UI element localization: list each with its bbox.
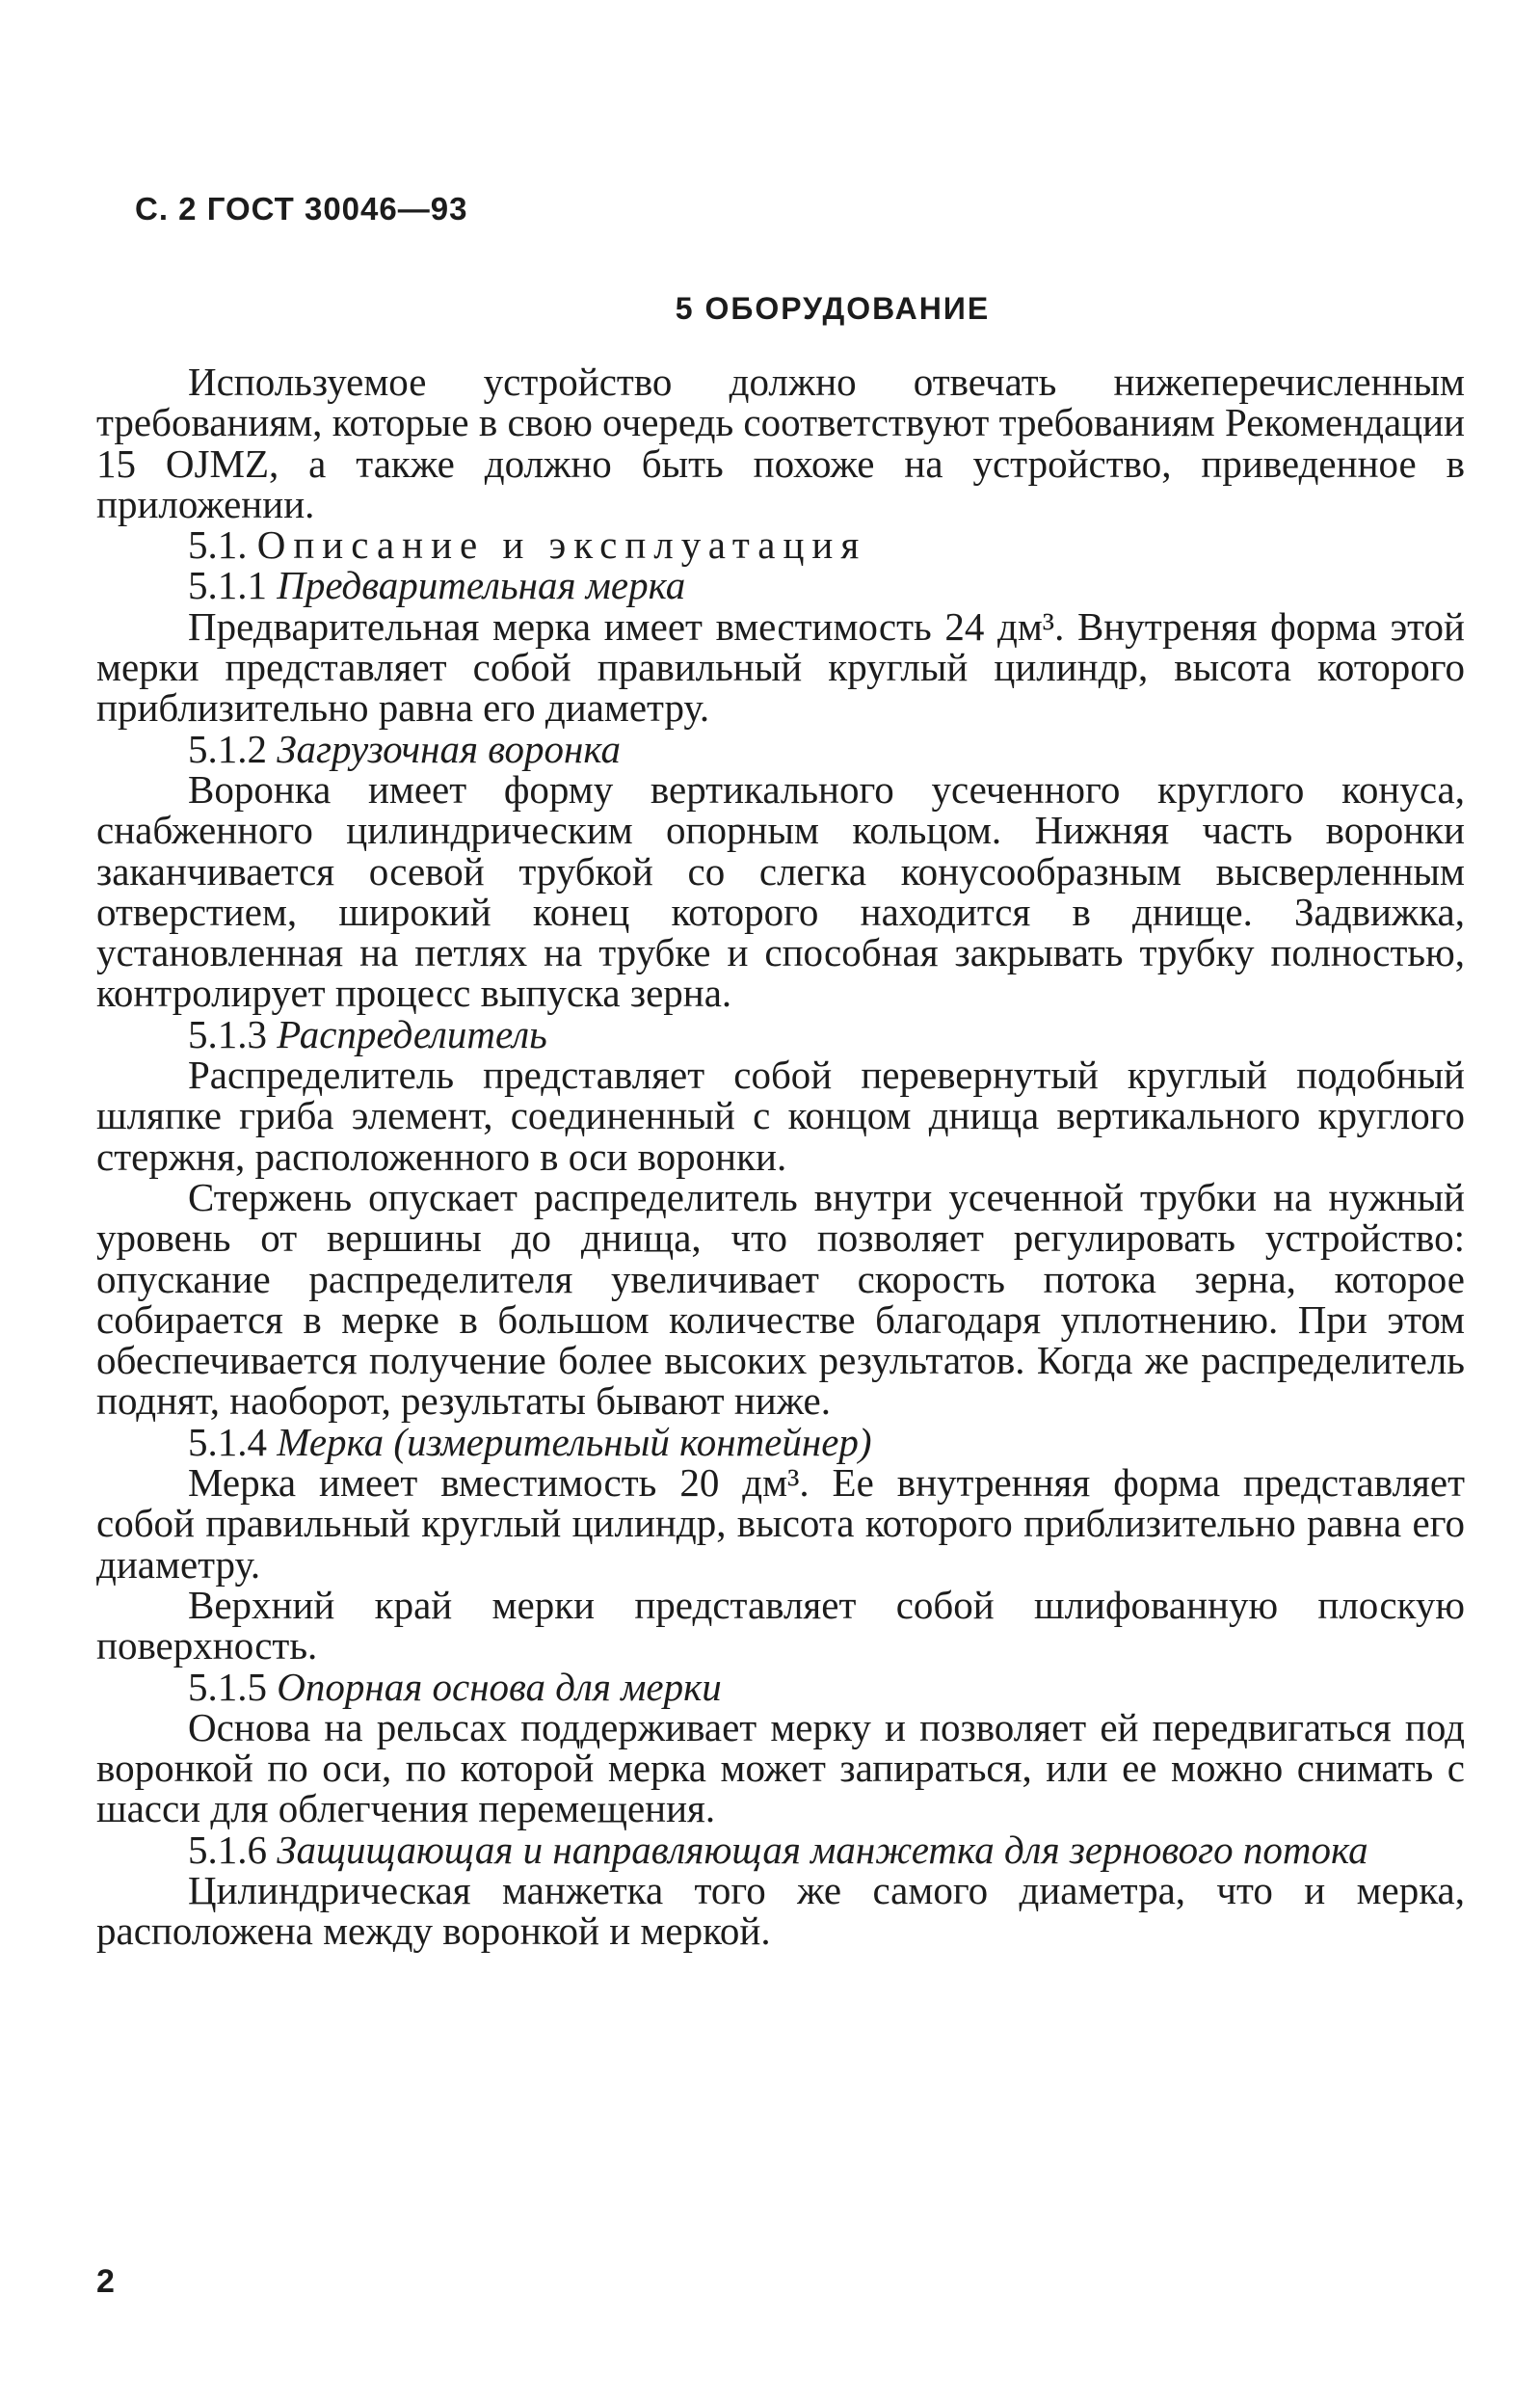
subsection-5-1-heading — [96, 522, 1465, 568]
paragraph-5-1-1: Предварительная мерка имеет вместимость 24 дм³. Внутреняя форма этой мерки представляет собой правильный круглый цилиндр, высота которого приблизительно равна его диаметру. — [96, 603, 1465, 731]
subsection-5-1-4-heading — [96, 1419, 1465, 1464]
subsection-number: 5.1.2 — [188, 726, 267, 771]
paragraph-5-1-4-a: Мерка имеет вместимость 20 дм³. Ее внутренняя форма представляет собой правильный круглый цилиндр, высота которого приблизительно равна его диаметру. — [96, 1460, 1465, 1587]
subsection-number: 5.1.6 — [188, 1827, 267, 1872]
paragraph-5-1-5: Основа на рельсах поддерживает мерку и позволяет ей передвигаться под воронкой по оси, по которой мерка может запираться, или ее можно снимать с шасси для облегчения перемещения. — [96, 1704, 1465, 1831]
subsection-number: 5.1.1 — [188, 563, 267, 608]
subsection-number: 5.1.3 — [188, 1011, 267, 1056]
subsection-title: Защищающая и направляющая манжетка для зернового потока — [277, 1827, 1368, 1872]
paragraph-5-1-4-b: Верхний край мерки представляет собой шлифованную плоскую поверхность. — [96, 1582, 1465, 1668]
subsection-number: 5.1.5 — [188, 1664, 267, 1709]
paragraph-5-1-3-b: Стержень опускает распределитель внутри усеченной трубки на нужный уровень от вершины до днища, что позволяет регулировать устройство: опускание распределителя увеличивает скорость потока зерна, которое собирается в мерке в большом количестве благодаря уплотнению. При этом обеспечивается получение более высоких результатов. Когда же распределитель поднят, наоборот, результаты бывают ниже. — [96, 1174, 1465, 1424]
intro-paragraph: Используемое устройство должно отвечать нижеперечисленным требованиям, которые в свою очередь соответствуют требованиям Рекомендации 15 OJMZ, а также должно быть похоже на устройство, приведенное в приложении. — [96, 360, 1465, 526]
subsection-title: Мерка (измерительный контейнер) — [277, 1419, 872, 1464]
subsection-5-1-1-heading — [96, 563, 1465, 608]
subsection-title: Распределитель — [277, 1011, 547, 1056]
paragraph-5-1-3-a: Распределитель представляет собой перевернутый круглый подобный шляпке гриба элемент, соединенный с концом днища вертикального круглого стержня, расположенного в оси воронки. — [96, 1053, 1465, 1179]
subsection-5-1-5-heading — [96, 1664, 1465, 1709]
subsection-title: Опорная основа для мерки — [277, 1664, 722, 1709]
subsection-title: Предварительная мерка — [277, 563, 686, 608]
document-body — [96, 361, 1465, 1952]
paragraph-5-1-2: Воронка имеет форму вертикального усеченного круглого конуса, снабженного цилиндрическим опорным кольцом. Нижняя часть воронки заканчивается осевой трубкой со слегка конусообразным высверленным отверстием, широкий конец которого находится в днище. Задвижка, установленная на петлях на трубке и способная закрывать трубку полностью, контролирует процесс выпуска зерна. — [96, 766, 1465, 1016]
subsection-number: 5.1. — [188, 522, 248, 568]
subsection-5-1-2-heading — [96, 726, 1465, 771]
subsection-5-1-3-heading — [96, 1011, 1465, 1056]
page-header: С. 2 ГОСТ 30046—93 — [135, 191, 468, 227]
subsection-title: Загрузочная воронка — [277, 726, 622, 771]
paragraph-5-1-6: Цилиндрическая манжетка того же самого диаметра, что и мерка, расположена между воронкой и меркой. — [96, 1867, 1465, 1954]
page-number: 2 — [96, 2263, 115, 2300]
section-title: 5 ОБОРУДОВАНИЕ — [675, 291, 991, 326]
subsection-number: 5.1.4 — [188, 1419, 267, 1464]
subsection-5-1-6-heading — [96, 1829, 1465, 1870]
subsection-title: Описание и эксплуатация — [256, 522, 867, 568]
